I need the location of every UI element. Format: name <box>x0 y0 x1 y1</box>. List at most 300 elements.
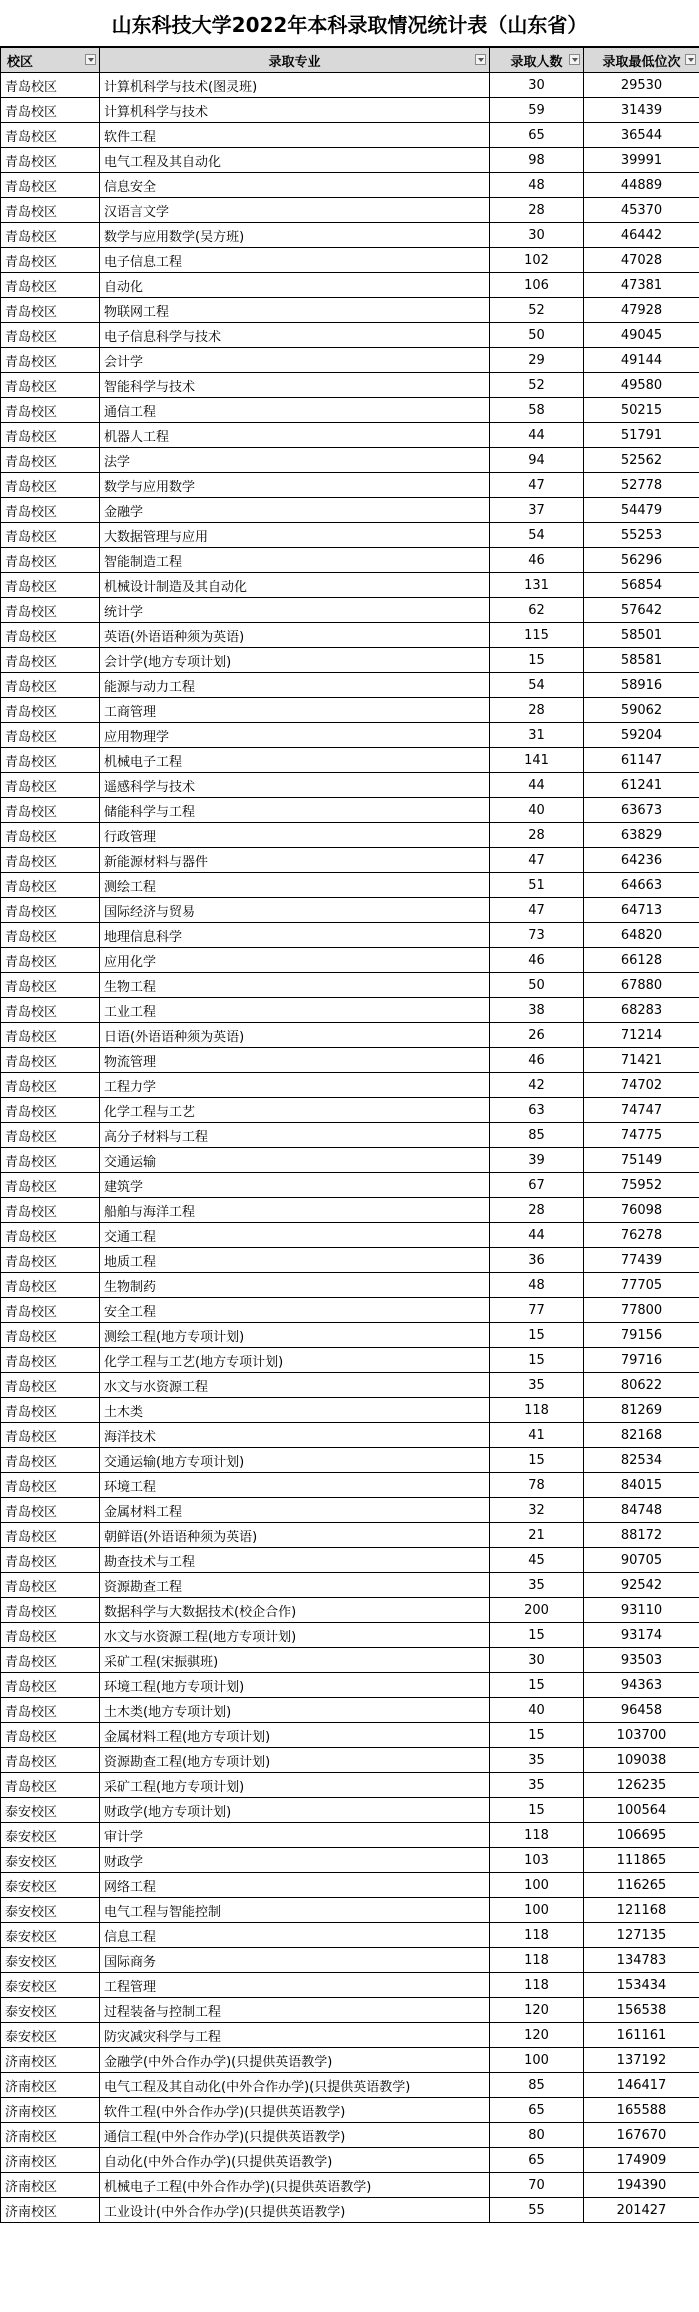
cell-campus[interactable]: 青岛校区 <box>1 423 100 448</box>
cell-min-rank[interactable]: 109038 <box>584 1748 699 1773</box>
cell-count[interactable]: 54 <box>490 673 584 698</box>
cell-min-rank[interactable]: 66128 <box>584 948 699 973</box>
cell-min-rank[interactable]: 137192 <box>584 2048 699 2073</box>
cell-min-rank[interactable]: 93174 <box>584 1623 699 1648</box>
filter-dropdown-icon[interactable] <box>685 54 696 65</box>
cell-min-rank[interactable]: 75952 <box>584 1173 699 1198</box>
cell-count[interactable]: 44 <box>490 423 584 448</box>
cell-min-rank[interactable]: 88172 <box>584 1523 699 1548</box>
cell-count[interactable]: 21 <box>490 1523 584 1548</box>
cell-major[interactable]: 水文与水资源工程 <box>100 1373 490 1398</box>
cell-major[interactable]: 采矿工程(地方专项计划) <box>100 1773 490 1798</box>
cell-campus[interactable]: 青岛校区 <box>1 498 100 523</box>
cell-count[interactable]: 47 <box>490 473 584 498</box>
cell-major[interactable]: 测绘工程 <box>100 873 490 898</box>
cell-major[interactable]: 生物工程 <box>100 973 490 998</box>
cell-campus[interactable]: 青岛校区 <box>1 948 100 973</box>
cell-count[interactable]: 31 <box>490 723 584 748</box>
cell-count[interactable]: 120 <box>490 1998 584 2023</box>
cell-major[interactable]: 汉语言文学 <box>100 198 490 223</box>
cell-min-rank[interactable]: 45370 <box>584 198 699 223</box>
cell-campus[interactable]: 泰安校区 <box>1 1973 100 1998</box>
cell-major[interactable]: 资源勘查工程(地方专项计划) <box>100 1748 490 1773</box>
cell-min-rank[interactable]: 96458 <box>584 1698 699 1723</box>
cell-campus[interactable]: 青岛校区 <box>1 1598 100 1623</box>
cell-major[interactable]: 环境工程(地方专项计划) <box>100 1673 490 1698</box>
cell-major[interactable]: 会计学 <box>100 348 490 373</box>
cell-count[interactable]: 30 <box>490 223 584 248</box>
cell-campus[interactable]: 青岛校区 <box>1 148 100 173</box>
cell-major[interactable]: 土木类 <box>100 1398 490 1423</box>
cell-major[interactable]: 化学工程与工艺(地方专项计划) <box>100 1348 490 1373</box>
cell-campus[interactable]: 青岛校区 <box>1 98 100 123</box>
cell-min-rank[interactable]: 56296 <box>584 548 699 573</box>
cell-major[interactable]: 地理信息科学 <box>100 923 490 948</box>
cell-campus[interactable]: 青岛校区 <box>1 748 100 773</box>
cell-count[interactable]: 85 <box>490 1123 584 1148</box>
cell-campus[interactable]: 青岛校区 <box>1 548 100 573</box>
cell-count[interactable]: 46 <box>490 1048 584 1073</box>
cell-count[interactable]: 30 <box>490 1648 584 1673</box>
cell-campus[interactable]: 青岛校区 <box>1 1698 100 1723</box>
cell-min-rank[interactable]: 161161 <box>584 2023 699 2048</box>
cell-count[interactable]: 131 <box>490 573 584 598</box>
cell-campus[interactable]: 青岛校区 <box>1 1423 100 1448</box>
cell-major[interactable]: 土木类(地方专项计划) <box>100 1698 490 1723</box>
cell-min-rank[interactable]: 74775 <box>584 1123 699 1148</box>
cell-campus[interactable]: 青岛校区 <box>1 1073 100 1098</box>
cell-major[interactable]: 软件工程(中外合作办学)(只提供英语教学) <box>100 2098 490 2123</box>
cell-min-rank[interactable]: 82168 <box>584 1423 699 1448</box>
cell-count[interactable]: 28 <box>490 698 584 723</box>
cell-count[interactable]: 45 <box>490 1548 584 1573</box>
cell-min-rank[interactable]: 126235 <box>584 1773 699 1798</box>
cell-campus[interactable]: 青岛校区 <box>1 1523 100 1548</box>
cell-count[interactable]: 118 <box>490 1948 584 1973</box>
cell-count[interactable]: 46 <box>490 948 584 973</box>
cell-campus[interactable]: 青岛校区 <box>1 723 100 748</box>
cell-min-rank[interactable]: 79716 <box>584 1348 699 1373</box>
cell-major[interactable]: 电气工程与智能控制 <box>100 1898 490 1923</box>
cell-campus[interactable]: 青岛校区 <box>1 1573 100 1598</box>
cell-campus[interactable]: 泰安校区 <box>1 1923 100 1948</box>
cell-min-rank[interactable]: 92542 <box>584 1573 699 1598</box>
cell-major[interactable]: 审计学 <box>100 1823 490 1848</box>
cell-campus[interactable]: 济南校区 <box>1 2073 100 2098</box>
cell-min-rank[interactable]: 77705 <box>584 1273 699 1298</box>
cell-count[interactable]: 26 <box>490 1023 584 1048</box>
cell-major[interactable]: 电气工程及其自动化 <box>100 148 490 173</box>
cell-major[interactable]: 金融学 <box>100 498 490 523</box>
cell-min-rank[interactable]: 67880 <box>584 973 699 998</box>
cell-major[interactable]: 勘查技术与工程 <box>100 1548 490 1573</box>
cell-min-rank[interactable]: 63673 <box>584 798 699 823</box>
cell-min-rank[interactable]: 165588 <box>584 2098 699 2123</box>
cell-count[interactable]: 48 <box>490 173 584 198</box>
cell-min-rank[interactable]: 77800 <box>584 1298 699 1323</box>
cell-min-rank[interactable]: 52562 <box>584 448 699 473</box>
cell-campus[interactable]: 青岛校区 <box>1 823 100 848</box>
cell-major[interactable]: 机械电子工程 <box>100 748 490 773</box>
cell-campus[interactable]: 青岛校区 <box>1 473 100 498</box>
cell-min-rank[interactable]: 71214 <box>584 1023 699 1048</box>
cell-major[interactable]: 水文与水资源工程(地方专项计划) <box>100 1623 490 1648</box>
cell-campus[interactable]: 青岛校区 <box>1 223 100 248</box>
cell-count[interactable]: 50 <box>490 323 584 348</box>
cell-campus[interactable]: 青岛校区 <box>1 1348 100 1373</box>
cell-major[interactable]: 资源勘查工程 <box>100 1573 490 1598</box>
cell-min-rank[interactable]: 50215 <box>584 398 699 423</box>
cell-count[interactable]: 65 <box>490 2098 584 2123</box>
cell-campus[interactable]: 青岛校区 <box>1 873 100 898</box>
cell-min-rank[interactable]: 54479 <box>584 498 699 523</box>
cell-campus[interactable]: 青岛校区 <box>1 1498 100 1523</box>
cell-min-rank[interactable]: 76278 <box>584 1223 699 1248</box>
cell-campus[interactable]: 青岛校区 <box>1 73 100 98</box>
cell-count[interactable]: 35 <box>490 1748 584 1773</box>
cell-major[interactable]: 电子信息工程 <box>100 248 490 273</box>
cell-campus[interactable]: 泰安校区 <box>1 1823 100 1848</box>
cell-count[interactable]: 41 <box>490 1423 584 1448</box>
cell-campus[interactable]: 青岛校区 <box>1 923 100 948</box>
cell-campus[interactable]: 青岛校区 <box>1 348 100 373</box>
cell-campus[interactable]: 青岛校区 <box>1 1223 100 1248</box>
cell-campus[interactable]: 青岛校区 <box>1 1773 100 1798</box>
cell-min-rank[interactable]: 31439 <box>584 98 699 123</box>
cell-min-rank[interactable]: 80622 <box>584 1373 699 1398</box>
cell-campus[interactable]: 青岛校区 <box>1 1648 100 1673</box>
cell-min-rank[interactable]: 49045 <box>584 323 699 348</box>
cell-min-rank[interactable]: 153434 <box>584 1973 699 1998</box>
cell-major[interactable]: 工程管理 <box>100 1973 490 1998</box>
cell-count[interactable]: 29 <box>490 348 584 373</box>
cell-min-rank[interactable]: 68283 <box>584 998 699 1023</box>
cell-count[interactable]: 141 <box>490 748 584 773</box>
cell-major[interactable]: 交通运输(地方专项计划) <box>100 1448 490 1473</box>
cell-major[interactable]: 日语(外语语种须为英语) <box>100 1023 490 1048</box>
cell-min-rank[interactable]: 74702 <box>584 1073 699 1098</box>
cell-campus[interactable]: 青岛校区 <box>1 1448 100 1473</box>
cell-campus[interactable]: 青岛校区 <box>1 373 100 398</box>
cell-campus[interactable]: 青岛校区 <box>1 648 100 673</box>
cell-count[interactable]: 55 <box>490 2198 584 2223</box>
cell-min-rank[interactable]: 84748 <box>584 1498 699 1523</box>
cell-campus[interactable]: 青岛校区 <box>1 1748 100 1773</box>
cell-count[interactable]: 44 <box>490 1223 584 1248</box>
cell-major[interactable]: 船舶与海洋工程 <box>100 1198 490 1223</box>
cell-count[interactable]: 100 <box>490 2048 584 2073</box>
cell-count[interactable]: 47 <box>490 848 584 873</box>
cell-major[interactable]: 交通运输 <box>100 1148 490 1173</box>
cell-campus[interactable]: 青岛校区 <box>1 1123 100 1148</box>
cell-campus[interactable]: 青岛校区 <box>1 173 100 198</box>
cell-campus[interactable]: 青岛校区 <box>1 398 100 423</box>
cell-min-rank[interactable]: 49580 <box>584 373 699 398</box>
cell-major[interactable]: 机械设计制造及其自动化 <box>100 573 490 598</box>
cell-min-rank[interactable]: 47381 <box>584 273 699 298</box>
cell-min-rank[interactable]: 58581 <box>584 648 699 673</box>
cell-count[interactable]: 28 <box>490 823 584 848</box>
cell-major[interactable]: 财政学(地方专项计划) <box>100 1798 490 1823</box>
cell-count[interactable]: 94 <box>490 448 584 473</box>
cell-count[interactable]: 80 <box>490 2123 584 2148</box>
cell-campus[interactable]: 青岛校区 <box>1 1198 100 1223</box>
cell-major[interactable]: 金属材料工程 <box>100 1498 490 1523</box>
cell-min-rank[interactable]: 134783 <box>584 1948 699 1973</box>
cell-major[interactable]: 计算机科学与技术 <box>100 98 490 123</box>
cell-campus[interactable]: 青岛校区 <box>1 323 100 348</box>
cell-major[interactable]: 数学与应用数学 <box>100 473 490 498</box>
cell-campus[interactable]: 青岛校区 <box>1 673 100 698</box>
cell-min-rank[interactable]: 64820 <box>584 923 699 948</box>
cell-campus[interactable]: 青岛校区 <box>1 698 100 723</box>
cell-major[interactable]: 电气工程及其自动化(中外合作办学)(只提供英语教学) <box>100 2073 490 2098</box>
cell-count[interactable]: 28 <box>490 1198 584 1223</box>
cell-major[interactable]: 建筑学 <box>100 1173 490 1198</box>
cell-count[interactable]: 52 <box>490 373 584 398</box>
cell-count[interactable]: 40 <box>490 798 584 823</box>
cell-campus[interactable]: 青岛校区 <box>1 598 100 623</box>
cell-min-rank[interactable]: 93110 <box>584 1598 699 1623</box>
cell-min-rank[interactable]: 103700 <box>584 1723 699 1748</box>
cell-campus[interactable]: 青岛校区 <box>1 1323 100 1348</box>
cell-major[interactable]: 金属材料工程(地方专项计划) <box>100 1723 490 1748</box>
cell-count[interactable]: 200 <box>490 1598 584 1623</box>
cell-major[interactable]: 自动化 <box>100 273 490 298</box>
cell-min-rank[interactable]: 194390 <box>584 2173 699 2198</box>
cell-major[interactable]: 地质工程 <box>100 1248 490 1273</box>
cell-min-rank[interactable]: 167670 <box>584 2123 699 2148</box>
cell-major[interactable]: 英语(外语语种须为英语) <box>100 623 490 648</box>
cell-count[interactable]: 35 <box>490 1373 584 1398</box>
cell-count[interactable]: 62 <box>490 598 584 623</box>
cell-major[interactable]: 国际经济与贸易 <box>100 898 490 923</box>
cell-min-rank[interactable]: 93503 <box>584 1648 699 1673</box>
cell-min-rank[interactable]: 77439 <box>584 1248 699 1273</box>
cell-major[interactable]: 国际商务 <box>100 1948 490 1973</box>
cell-count[interactable]: 51 <box>490 873 584 898</box>
cell-campus[interactable]: 济南校区 <box>1 2198 100 2223</box>
cell-major[interactable]: 通信工程(中外合作办学)(只提供英语教学) <box>100 2123 490 2148</box>
cell-campus[interactable]: 青岛校区 <box>1 248 100 273</box>
cell-campus[interactable]: 青岛校区 <box>1 123 100 148</box>
cell-count[interactable]: 63 <box>490 1098 584 1123</box>
cell-major[interactable]: 大数据管理与应用 <box>100 523 490 548</box>
cell-count[interactable]: 118 <box>490 1923 584 1948</box>
cell-min-rank[interactable]: 61241 <box>584 773 699 798</box>
cell-min-rank[interactable]: 39991 <box>584 148 699 173</box>
cell-major[interactable]: 高分子材料与工程 <box>100 1123 490 1148</box>
cell-major[interactable]: 工程力学 <box>100 1073 490 1098</box>
cell-count[interactable]: 70 <box>490 2173 584 2198</box>
cell-major[interactable]: 物联网工程 <box>100 298 490 323</box>
cell-campus[interactable]: 青岛校区 <box>1 1048 100 1073</box>
cell-campus[interactable]: 青岛校区 <box>1 1023 100 1048</box>
cell-min-rank[interactable]: 44889 <box>584 173 699 198</box>
cell-count[interactable]: 37 <box>490 498 584 523</box>
cell-min-rank[interactable]: 156538 <box>584 1998 699 2023</box>
cell-campus[interactable]: 青岛校区 <box>1 1673 100 1698</box>
cell-count[interactable]: 30 <box>490 73 584 98</box>
cell-count[interactable]: 15 <box>490 1623 584 1648</box>
cell-min-rank[interactable]: 84015 <box>584 1473 699 1498</box>
cell-min-rank[interactable]: 94363 <box>584 1673 699 1698</box>
cell-major[interactable]: 海洋技术 <box>100 1423 490 1448</box>
cell-campus[interactable]: 青岛校区 <box>1 1098 100 1123</box>
cell-campus[interactable]: 泰安校区 <box>1 1798 100 1823</box>
cell-major[interactable]: 应用物理学 <box>100 723 490 748</box>
cell-min-rank[interactable]: 111865 <box>584 1848 699 1873</box>
cell-min-rank[interactable]: 47928 <box>584 298 699 323</box>
cell-major[interactable]: 法学 <box>100 448 490 473</box>
cell-campus[interactable]: 青岛校区 <box>1 1723 100 1748</box>
cell-major[interactable]: 新能源材料与器件 <box>100 848 490 873</box>
cell-min-rank[interactable]: 61147 <box>584 748 699 773</box>
cell-campus[interactable]: 青岛校区 <box>1 898 100 923</box>
cell-major[interactable]: 物流管理 <box>100 1048 490 1073</box>
cell-campus[interactable]: 青岛校区 <box>1 1373 100 1398</box>
cell-min-rank[interactable]: 58501 <box>584 623 699 648</box>
filter-dropdown-icon[interactable] <box>569 54 580 65</box>
cell-major[interactable]: 工业设计(中外合作办学)(只提供英语教学) <box>100 2198 490 2223</box>
cell-count[interactable]: 15 <box>490 1323 584 1348</box>
cell-campus[interactable]: 济南校区 <box>1 2048 100 2073</box>
cell-major[interactable]: 数学与应用数学(吴方班) <box>100 223 490 248</box>
cell-campus[interactable]: 济南校区 <box>1 2123 100 2148</box>
cell-major[interactable]: 金融学(中外合作办学)(只提供英语教学) <box>100 2048 490 2073</box>
cell-min-rank[interactable]: 121168 <box>584 1898 699 1923</box>
cell-campus[interactable]: 济南校区 <box>1 2148 100 2173</box>
cell-min-rank[interactable]: 79156 <box>584 1323 699 1348</box>
cell-count[interactable]: 98 <box>490 148 584 173</box>
cell-campus[interactable]: 青岛校区 <box>1 1173 100 1198</box>
cell-count[interactable]: 102 <box>490 248 584 273</box>
cell-count[interactable]: 38 <box>490 998 584 1023</box>
cell-count[interactable]: 15 <box>490 1673 584 1698</box>
cell-campus[interactable]: 青岛校区 <box>1 1148 100 1173</box>
cell-count[interactable]: 35 <box>490 1773 584 1798</box>
cell-campus[interactable]: 青岛校区 <box>1 273 100 298</box>
cell-count[interactable]: 32 <box>490 1498 584 1523</box>
cell-major[interactable]: 机械电子工程(中外合作办学)(只提供英语教学) <box>100 2173 490 2198</box>
cell-count[interactable]: 54 <box>490 523 584 548</box>
cell-major[interactable]: 采矿工程(宋振骐班) <box>100 1648 490 1673</box>
cell-count[interactable]: 78 <box>490 1473 584 1498</box>
cell-campus[interactable]: 青岛校区 <box>1 298 100 323</box>
cell-campus[interactable]: 济南校区 <box>1 2173 100 2198</box>
cell-campus[interactable]: 济南校区 <box>1 2098 100 2123</box>
cell-min-rank[interactable]: 127135 <box>584 1923 699 1948</box>
cell-count[interactable]: 15 <box>490 648 584 673</box>
cell-major[interactable]: 朝鲜语(外语语种须为英语) <box>100 1523 490 1548</box>
cell-count[interactable]: 118 <box>490 1398 584 1423</box>
cell-min-rank[interactable]: 46442 <box>584 223 699 248</box>
cell-major[interactable]: 计算机科学与技术(图灵班) <box>100 73 490 98</box>
cell-count[interactable]: 28 <box>490 198 584 223</box>
cell-campus[interactable]: 青岛校区 <box>1 1548 100 1573</box>
cell-min-rank[interactable]: 116265 <box>584 1873 699 1898</box>
cell-min-rank[interactable]: 59062 <box>584 698 699 723</box>
cell-major[interactable]: 网络工程 <box>100 1873 490 1898</box>
cell-count[interactable]: 106 <box>490 273 584 298</box>
cell-count[interactable]: 52 <box>490 298 584 323</box>
cell-campus[interactable]: 青岛校区 <box>1 448 100 473</box>
cell-min-rank[interactable]: 106695 <box>584 1823 699 1848</box>
cell-min-rank[interactable]: 174909 <box>584 2148 699 2173</box>
cell-campus[interactable]: 青岛校区 <box>1 798 100 823</box>
cell-major[interactable]: 应用化学 <box>100 948 490 973</box>
cell-count[interactable]: 118 <box>490 1823 584 1848</box>
cell-campus[interactable]: 泰安校区 <box>1 1898 100 1923</box>
cell-count[interactable]: 39 <box>490 1148 584 1173</box>
cell-campus[interactable]: 泰安校区 <box>1 1848 100 1873</box>
cell-campus[interactable]: 青岛校区 <box>1 1298 100 1323</box>
cell-min-rank[interactable]: 64713 <box>584 898 699 923</box>
cell-count[interactable]: 42 <box>490 1073 584 1098</box>
cell-count[interactable]: 73 <box>490 923 584 948</box>
cell-campus[interactable]: 青岛校区 <box>1 1398 100 1423</box>
cell-count[interactable]: 47 <box>490 898 584 923</box>
cell-min-rank[interactable]: 58916 <box>584 673 699 698</box>
cell-campus[interactable]: 青岛校区 <box>1 1473 100 1498</box>
cell-campus[interactable]: 青岛校区 <box>1 1273 100 1298</box>
cell-major[interactable]: 会计学(地方专项计划) <box>100 648 490 673</box>
cell-count[interactable]: 85 <box>490 2073 584 2098</box>
cell-campus[interactable]: 青岛校区 <box>1 998 100 1023</box>
cell-campus[interactable]: 青岛校区 <box>1 623 100 648</box>
cell-major[interactable]: 交通工程 <box>100 1223 490 1248</box>
cell-min-rank[interactable]: 56854 <box>584 573 699 598</box>
cell-count[interactable]: 77 <box>490 1298 584 1323</box>
cell-min-rank[interactable]: 47028 <box>584 248 699 273</box>
cell-min-rank[interactable]: 51791 <box>584 423 699 448</box>
filter-dropdown-icon[interactable] <box>85 54 96 65</box>
cell-count[interactable]: 100 <box>490 1873 584 1898</box>
cell-campus[interactable]: 泰安校区 <box>1 1873 100 1898</box>
cell-min-rank[interactable]: 76098 <box>584 1198 699 1223</box>
cell-min-rank[interactable]: 75149 <box>584 1148 699 1173</box>
cell-count[interactable]: 50 <box>490 973 584 998</box>
cell-major[interactable]: 能源与动力工程 <box>100 673 490 698</box>
cell-major[interactable]: 通信工程 <box>100 398 490 423</box>
cell-major[interactable]: 工业工程 <box>100 998 490 1023</box>
cell-count[interactable]: 46 <box>490 548 584 573</box>
cell-min-rank[interactable]: 71421 <box>584 1048 699 1073</box>
cell-count[interactable]: 100 <box>490 1898 584 1923</box>
cell-count[interactable]: 118 <box>490 1973 584 1998</box>
cell-min-rank[interactable]: 74747 <box>584 1098 699 1123</box>
cell-major[interactable]: 遥感科学与技术 <box>100 773 490 798</box>
cell-major[interactable]: 财政学 <box>100 1848 490 1873</box>
cell-min-rank[interactable]: 81269 <box>584 1398 699 1423</box>
cell-campus[interactable]: 青岛校区 <box>1 573 100 598</box>
cell-campus[interactable]: 青岛校区 <box>1 1248 100 1273</box>
cell-major[interactable]: 智能科学与技术 <box>100 373 490 398</box>
cell-major[interactable]: 信息安全 <box>100 173 490 198</box>
cell-count[interactable]: 36 <box>490 1248 584 1273</box>
cell-campus[interactable]: 青岛校区 <box>1 1623 100 1648</box>
cell-count[interactable]: 15 <box>490 1723 584 1748</box>
cell-count[interactable]: 65 <box>490 123 584 148</box>
cell-min-rank[interactable]: 59204 <box>584 723 699 748</box>
cell-min-rank[interactable]: 90705 <box>584 1548 699 1573</box>
cell-major[interactable]: 信息工程 <box>100 1923 490 1948</box>
cell-major[interactable]: 智能制造工程 <box>100 548 490 573</box>
cell-min-rank[interactable]: 49144 <box>584 348 699 373</box>
cell-major[interactable]: 安全工程 <box>100 1298 490 1323</box>
cell-count[interactable]: 67 <box>490 1173 584 1198</box>
cell-campus[interactable]: 青岛校区 <box>1 198 100 223</box>
